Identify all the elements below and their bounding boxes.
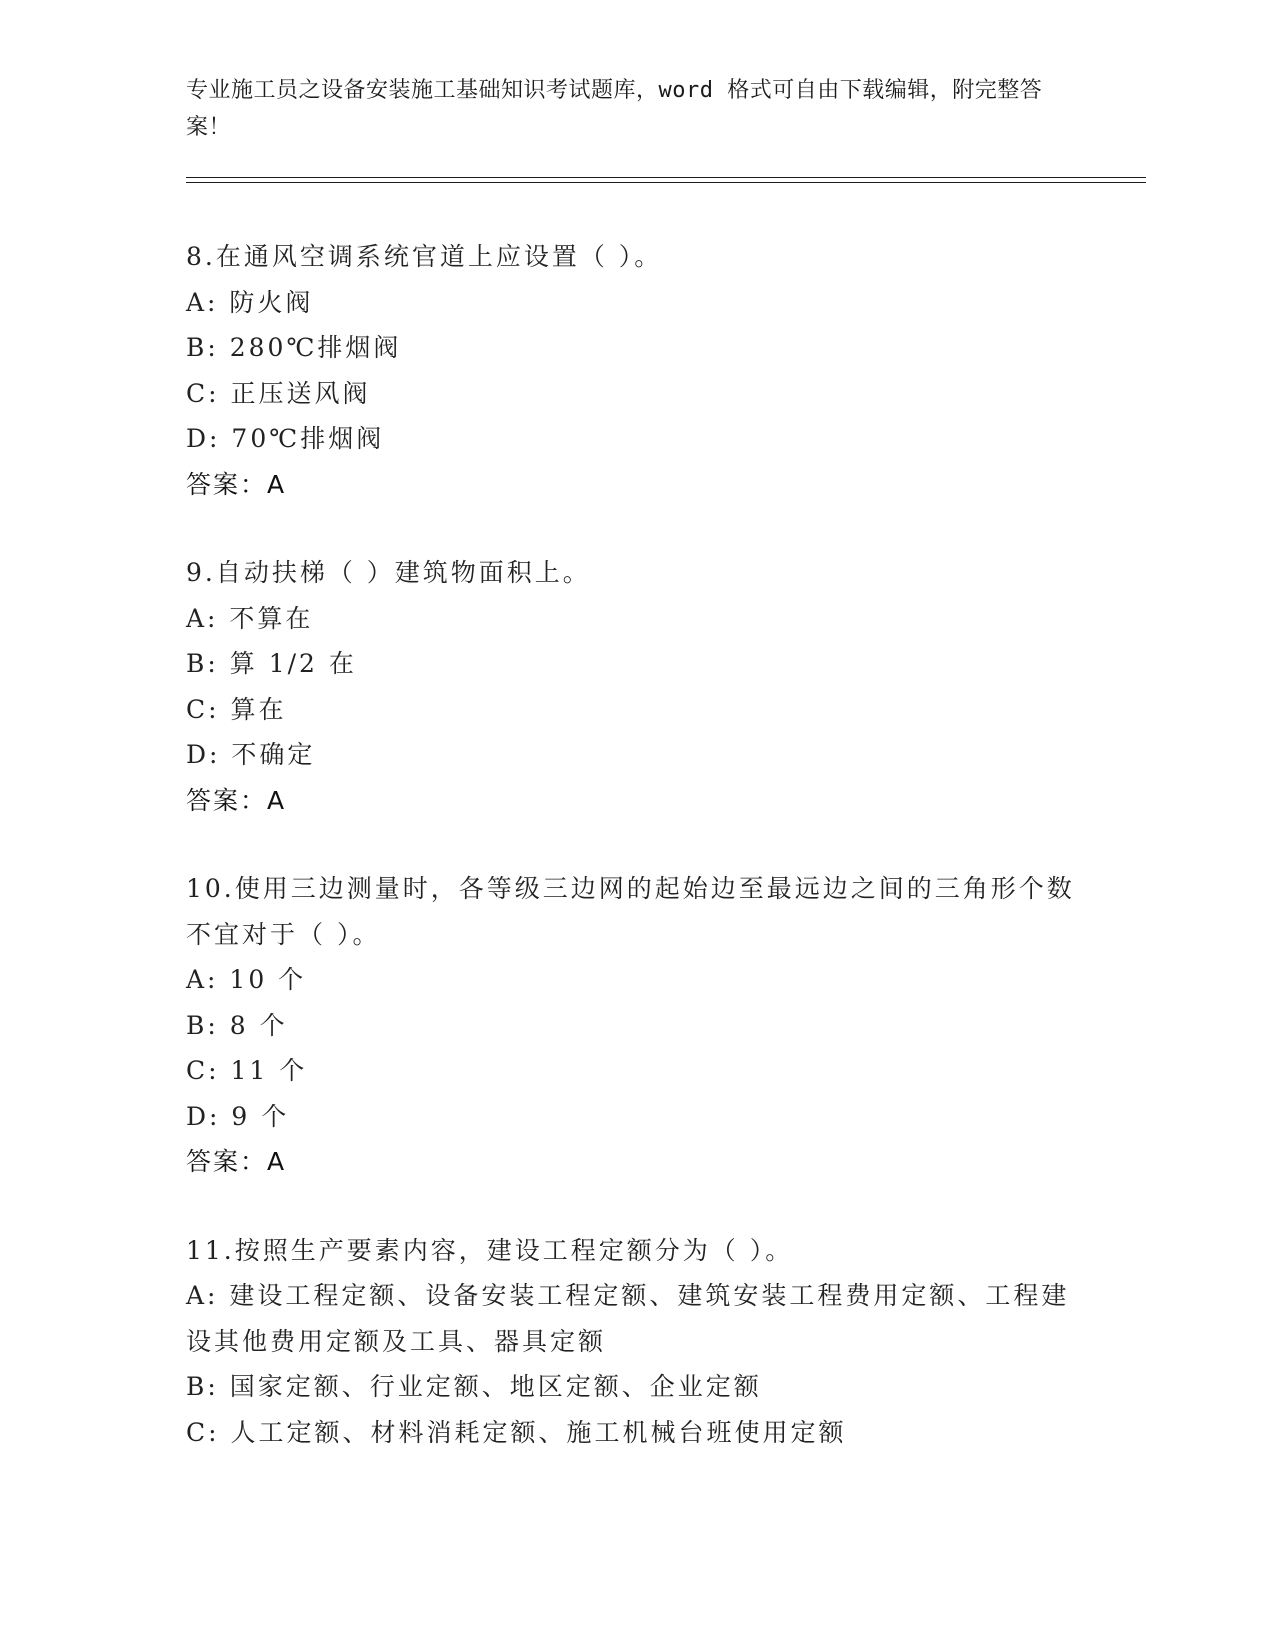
question-10 — [186, 866, 1086, 1185]
option-a: A: 防火阀 — [186, 287, 314, 317]
option-c: C: 11 个 — [186, 1056, 308, 1085]
option-a: A: 不算在 — [186, 603, 314, 633]
option-c: C: 人工定额、材料消耗定额、施工机械台班使用定额 — [186, 1417, 847, 1447]
answer-line: 答案：A — [186, 469, 287, 499]
header-divider-bottom — [186, 182, 1146, 183]
option-b: B: 280℃排烟阀 — [186, 333, 402, 362]
answer-line: 答案：A — [186, 785, 287, 815]
option-c: C: 正压送风阀 — [186, 378, 371, 408]
question-stem: 9.自动扶梯（ ）建筑物面积上。 — [186, 558, 591, 587]
option-a: A: 建设工程定额、设备安装工程定额、建筑安装工程费用定额、工程建设其他费用定额及工具、器具定额 — [186, 1281, 1070, 1356]
option-b: B: 国家定额、行业定额、地区定额、企业定额 — [186, 1372, 762, 1401]
document-header — [186, 72, 1066, 146]
answer-line: 答案：A — [186, 1147, 287, 1176]
question-list — [186, 234, 1086, 1498]
question-stem: 11.按照生产要素内容，建设工程定额分为（ ）。 — [186, 1235, 794, 1265]
option-d: D: 70℃排烟阀 — [186, 424, 385, 453]
option-b: B: 8 个 — [186, 1010, 288, 1040]
question-9 — [186, 550, 1086, 823]
option-c: C: 算在 — [186, 694, 287, 724]
question-stem: 8.在通风空调系统官道上应设置（ ）。 — [186, 242, 663, 271]
option-b: B: 算 1/2 在 — [186, 649, 357, 678]
option-d: D: 9 个 — [186, 1101, 290, 1131]
header-divider-top — [186, 177, 1146, 178]
question-8 — [186, 234, 1086, 507]
option-d: D: 不确定 — [186, 740, 316, 769]
option-a: A: 10 个 — [186, 965, 307, 994]
question-11 — [186, 1228, 1086, 1456]
header-text: 专业施工员之设备安装施工基础知识考试题库，word 格式可自由下载编辑，附完整答案！ — [186, 78, 1043, 140]
question-stem: 10.使用三边测量时，各等级三边网的起始边至最远边之间的三角形个数不宜对于（ ）。 — [186, 874, 1075, 949]
